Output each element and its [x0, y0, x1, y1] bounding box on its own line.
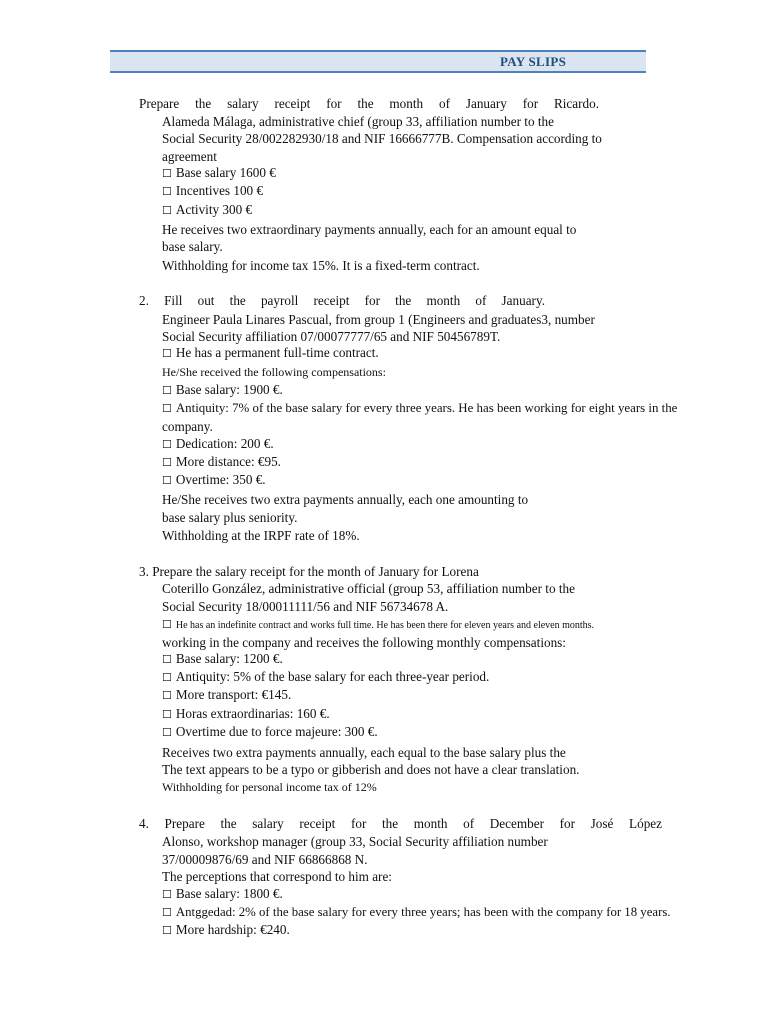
- ex4-item: ☐ Antggedad: 2% of the base salary for every three years; has been with the company for 18 years.: [162, 905, 671, 919]
- ex3-line3: Social Security 18/00011111/56 and NIF 56734678 A.: [162, 599, 449, 614]
- ex2-line6: Withholding at the IRPF rate of 18%.: [162, 528, 360, 543]
- checkbox-icon: ☐: [162, 347, 172, 360]
- checkbox-icon: ☐: [162, 185, 172, 198]
- ex2-intro: He/She received the following compensations:: [162, 365, 386, 379]
- ex2-line4: He/She receives two extra payments annually, each one amounting to: [162, 492, 529, 507]
- ex2-item: ☐ Overtime: 350 €.: [162, 472, 266, 487]
- ex4-line1: 4. Prepare the salary receipt for the month of December for José López: [139, 816, 662, 831]
- ex2-item: ☐ Antiquity: 7% of the base salary for every three years. He has been working for eight years in the: [162, 401, 678, 415]
- page-title: PAY SLIPS: [500, 54, 567, 69]
- checkbox-icon: ☐: [162, 384, 172, 397]
- ex3-line6: The text appears to be a typo or gibberish and does not have a clear translation.: [162, 762, 580, 777]
- checkbox-icon: ☐: [162, 924, 172, 937]
- checkbox-icon: ☐: [162, 671, 172, 684]
- checkbox-icon: ☐: [162, 708, 172, 721]
- ex2-contract: ☐ He has a permanent full-time contract.: [162, 345, 379, 360]
- ex2-item: ☐ More distance: €95.: [162, 454, 281, 469]
- checkbox-icon: ☐: [162, 438, 172, 451]
- ex1-line5: He receives two extraordinary payments annually, each for an amount equal to: [162, 222, 577, 237]
- ex1-item: ☐ Incentives 100 €: [162, 183, 264, 198]
- checkbox-icon: ☐: [162, 653, 172, 666]
- checkbox-icon: ☐: [162, 726, 172, 739]
- ex3-item: ☐ Antiquity: 5% of the base salary for each three-year period.: [162, 669, 490, 684]
- header-bar: [110, 50, 646, 73]
- checkbox-icon: ☐: [162, 204, 172, 217]
- ex3-item: ☐ More transport: €145.: [162, 687, 292, 702]
- checkbox-icon: ☐: [162, 474, 172, 487]
- ex1-line7: Withholding for income tax 15%. It is a fixed-term contract.: [162, 258, 480, 273]
- ex1-line2: Alameda Málaga, administrative chief (group 33, affiliation number to the: [162, 114, 554, 129]
- ex1-item: ☐ Base salary 1600 €: [162, 165, 276, 180]
- ex3-line4: working in the company and receives the following monthly compensations:: [162, 635, 566, 650]
- ex3-item: ☐ Horas extraordinarias: 160 €.: [162, 706, 330, 721]
- ex2-line1: 2. Fill out the payroll receipt for the month of January.: [139, 293, 545, 308]
- ex4-line4: The perceptions that correspond to him are:: [162, 869, 392, 884]
- checkbox-icon: ☐: [162, 906, 172, 919]
- ex1-line6: base salary.: [162, 239, 223, 254]
- ex2-continued: company.: [162, 419, 213, 434]
- ex1-line3: Social Security 28/002282930/18 and NIF 16666777B. Compensation according to: [162, 131, 602, 146]
- ex2-line2: Engineer Paula Linares Pascual, from group 1 (Engineers and graduates3, number: [162, 312, 595, 327]
- checkbox-icon: ☐: [162, 456, 172, 469]
- ex3-line1: 3. Prepare the salary receipt for the month of January for Lorena: [139, 564, 479, 579]
- ex2-item: ☐ Dedication: 200 €.: [162, 436, 274, 451]
- ex3-line5: Receives two extra payments annually, each equal to the base salary plus the: [162, 745, 566, 760]
- ex2-line3: Social Security affiliation 07/00077777/65 and NIF 50456789T.: [162, 329, 501, 344]
- ex4-line2: Alonso, workshop manager (group 33, Social Security affiliation number: [162, 834, 548, 849]
- ex1-line1: Prepare the salary receipt for the month of January for Ricardo.: [139, 96, 599, 111]
- ex4-item: ☐ Base salary: 1800 €.: [162, 886, 283, 901]
- ex4-item: ☐ More hardship: €240.: [162, 922, 290, 937]
- ex2-line5: base salary plus seniority.: [162, 510, 298, 525]
- ex4-line3: 37/00009876/69 and NIF 66866868 N.: [162, 852, 368, 867]
- checkbox-icon: ☐: [162, 618, 172, 631]
- ex3-contract: ☐ He has an indefinite contract and works full time. He has been there for eleven years and eleven months.: [162, 618, 595, 631]
- ex3-item: ☐ Base salary: 1200 €.: [162, 651, 283, 666]
- ex3-item: ☐ Overtime due to force majeure: 300 €.: [162, 724, 378, 739]
- ex3-line2: Coterillo González, administrative official (group 53, affiliation number to the: [162, 581, 575, 596]
- ex2-item: ☐ Base salary: 1900 €.: [162, 382, 283, 397]
- checkbox-icon: ☐: [162, 888, 172, 901]
- checkbox-icon: ☐: [162, 402, 172, 415]
- ex3-line7: Withholding for personal income tax of 12%: [162, 780, 377, 794]
- checkbox-icon: ☐: [162, 167, 172, 180]
- ex1-item: ☐ Activity 300 €: [162, 202, 253, 217]
- checkbox-icon: ☐: [162, 689, 172, 702]
- ex1-line4: agreement: [162, 149, 217, 164]
